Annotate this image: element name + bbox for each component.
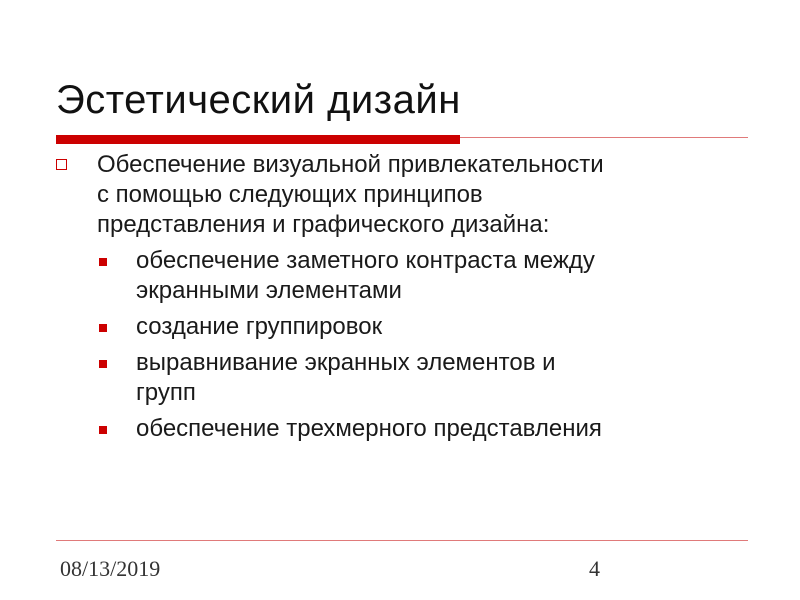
- sub-point-line: обеспечение заметного контраста между: [136, 247, 595, 274]
- main-bullet-point: [56, 150, 756, 240]
- sub-point-line: экранными элементами: [136, 277, 402, 304]
- filled-square-bullet-icon: [99, 360, 107, 368]
- main-point-line: с помощью следующих принципов: [97, 181, 483, 208]
- main-point-line: Обеспечение визуальной привлекательности: [97, 151, 604, 178]
- sub-bullet-point: [56, 348, 756, 408]
- title-underline-thin: [460, 137, 748, 138]
- title-underline-thick: [56, 135, 460, 144]
- footer-date: 08/13/2019: [60, 556, 161, 581]
- sub-bullet-point: [56, 414, 756, 444]
- filled-square-bullet-icon: [99, 426, 107, 434]
- sub-bullet-point: [56, 312, 756, 342]
- sub-point-line: обеспечение трехмерного представления: [136, 415, 602, 442]
- slide-title: Эстетический дизайн: [56, 78, 461, 122]
- hollow-square-bullet-icon: [56, 159, 67, 170]
- filled-square-bullet-icon: [99, 324, 107, 332]
- filled-square-bullet-icon: [99, 258, 107, 266]
- sub-point-line: групп: [136, 379, 196, 406]
- footer-divider: [56, 540, 748, 541]
- sub-bullet-list: [56, 246, 756, 444]
- slide-body: [56, 150, 756, 450]
- sub-bullet-point: [56, 246, 756, 306]
- sub-point-line: выравнивание экранных элементов и: [136, 349, 556, 376]
- sub-point-line: создание группировок: [136, 313, 383, 340]
- main-point-line: представления и графического дизайна:: [97, 211, 550, 238]
- page-number: 4: [589, 556, 600, 581]
